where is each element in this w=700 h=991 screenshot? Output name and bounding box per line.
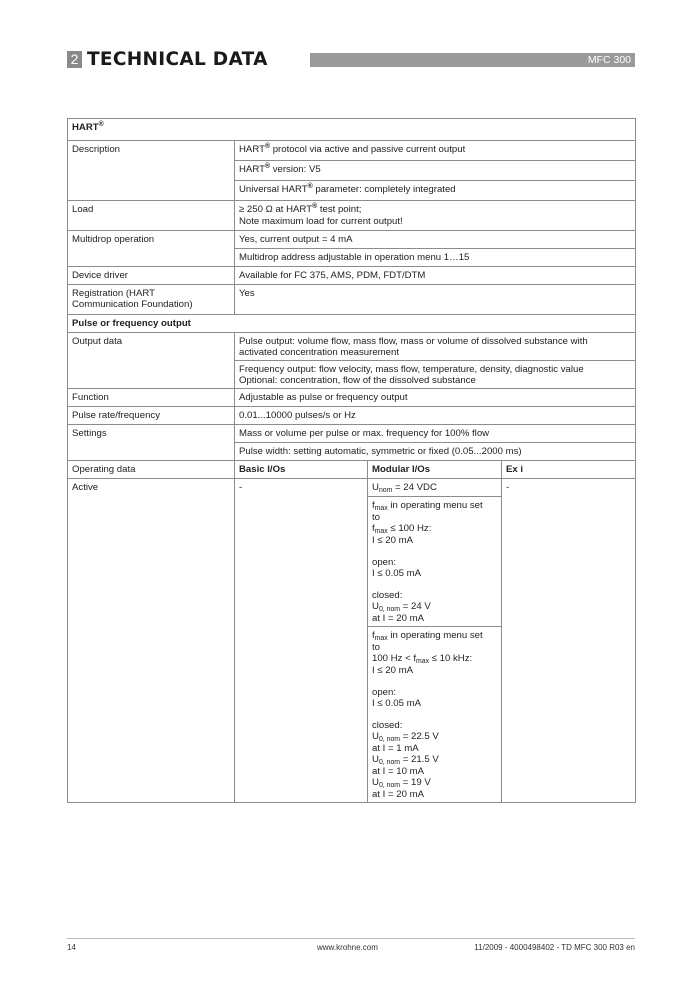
row-label-settings: Settings xyxy=(68,425,235,461)
technical-data-table xyxy=(67,118,636,803)
table-section-hart xyxy=(68,119,636,141)
table-cell: Frequency output: flow velocity, mass flow, temperature, density, diagnostic value Optional: concentration, flow of the dissolved substance xyxy=(235,361,636,389)
section-heading-pulse: Pulse or frequency output xyxy=(68,315,636,333)
row-label-output-data: Output data xyxy=(68,333,235,389)
row-label-pulse-rate: Pulse rate/frequency xyxy=(68,407,235,425)
page-header xyxy=(67,50,635,70)
page-title: TECHNICAL DATA xyxy=(87,49,268,70)
row-label-registration: Registration (HART Communication Foundation) xyxy=(68,285,235,315)
row-label-load: Load xyxy=(68,201,235,231)
table-row xyxy=(68,231,636,249)
table-cell-basic: - xyxy=(235,479,368,803)
row-label-device-driver: Device driver xyxy=(68,267,235,285)
column-header-basic: Basic I/Os xyxy=(235,461,368,479)
table-row xyxy=(68,141,636,161)
table-cell: HART® protocol via active and passive current output xyxy=(235,141,636,161)
table-row xyxy=(68,389,636,407)
table-row xyxy=(68,201,636,231)
table-cell-mode-low-frequency: $f_{max}$ in operating menu set to $f_{max} \le 100$ Hz: I ≤ 20 mA open: I ≤ 0.05 mA closed: $U_{0, nom} = 24$ V at I = 20 mA xyxy=(368,497,502,627)
table-cell: Multidrop address adjustable in operation menu 1…15 xyxy=(235,249,636,267)
footer-website: www.krohne.com xyxy=(317,943,378,952)
table-cell: Pulse output: volume flow, mass flow, mass or volume of dissolved substance with activated concentration measurement xyxy=(235,333,636,361)
footer-document-id: 11/2009 - 4000498402 - TD MFC 300 R03 en xyxy=(474,943,635,952)
column-header-modular: Modular I/Os xyxy=(368,461,502,479)
column-header-exi: Ex i xyxy=(502,461,636,479)
row-label-multidrop: Multidrop operation xyxy=(68,231,235,267)
row-label-active: Active xyxy=(68,479,235,803)
row-label-description: Description xyxy=(68,141,235,201)
table-cell: HART® version: V5 xyxy=(235,161,636,181)
table-cell: Yes xyxy=(235,285,636,315)
table-cell: 0.01...10000 pulses/s or Hz xyxy=(235,407,636,425)
row-label-operating-data: Operating data xyxy=(68,461,235,479)
table-cell-unom: $U_{nom} = 24$ VDC xyxy=(368,479,502,497)
table-cell: Available for FC 375, AMS, PDM, FDT/DTM xyxy=(235,267,636,285)
table-row xyxy=(68,425,636,443)
table-section-pulse xyxy=(68,315,636,333)
table-cell-exi: - xyxy=(502,479,636,803)
section-number: 2 xyxy=(67,51,82,68)
row-label-function: Function xyxy=(68,389,235,407)
table-row xyxy=(68,333,636,361)
page-footer xyxy=(67,938,635,952)
table-cell: Universal HART® parameter: completely integrated xyxy=(235,181,636,201)
section-heading-hart: HART® xyxy=(68,119,636,141)
table-row xyxy=(68,267,636,285)
table-cell: Yes, current output = 4 mA xyxy=(235,231,636,249)
page-number: 14 xyxy=(67,943,76,952)
table-cell-mode-high-frequency: $f_{max}$ in operating menu set to 100 $Hz < f_{max} \le 10$ kHz: I ≤ 20 mA open: I ≤ 0.05 mA closed: $U_{0, nom} = 22.5$ V at I = 1 mA $U_{0, nom} = 21.5$ V at I = 10 mA $U_{0, nom} = 19$ V at I = 20 mA xyxy=(368,627,502,803)
table-row xyxy=(68,461,636,479)
product-bar: MFC 300 xyxy=(310,53,635,67)
table-cell: Pulse width: setting automatic, symmetric or fixed (0.05...2000 ms) xyxy=(235,443,636,461)
table-cell: ≥ 250 Ω at HART® test point; Note maximum load for current output! xyxy=(235,201,636,231)
table-row xyxy=(68,407,636,425)
table-row xyxy=(68,285,636,315)
table-row xyxy=(68,479,636,497)
table-cell: Mass or volume per pulse or max. frequency for 100% flow xyxy=(235,425,636,443)
table-cell: Adjustable as pulse or frequency output xyxy=(235,389,636,407)
